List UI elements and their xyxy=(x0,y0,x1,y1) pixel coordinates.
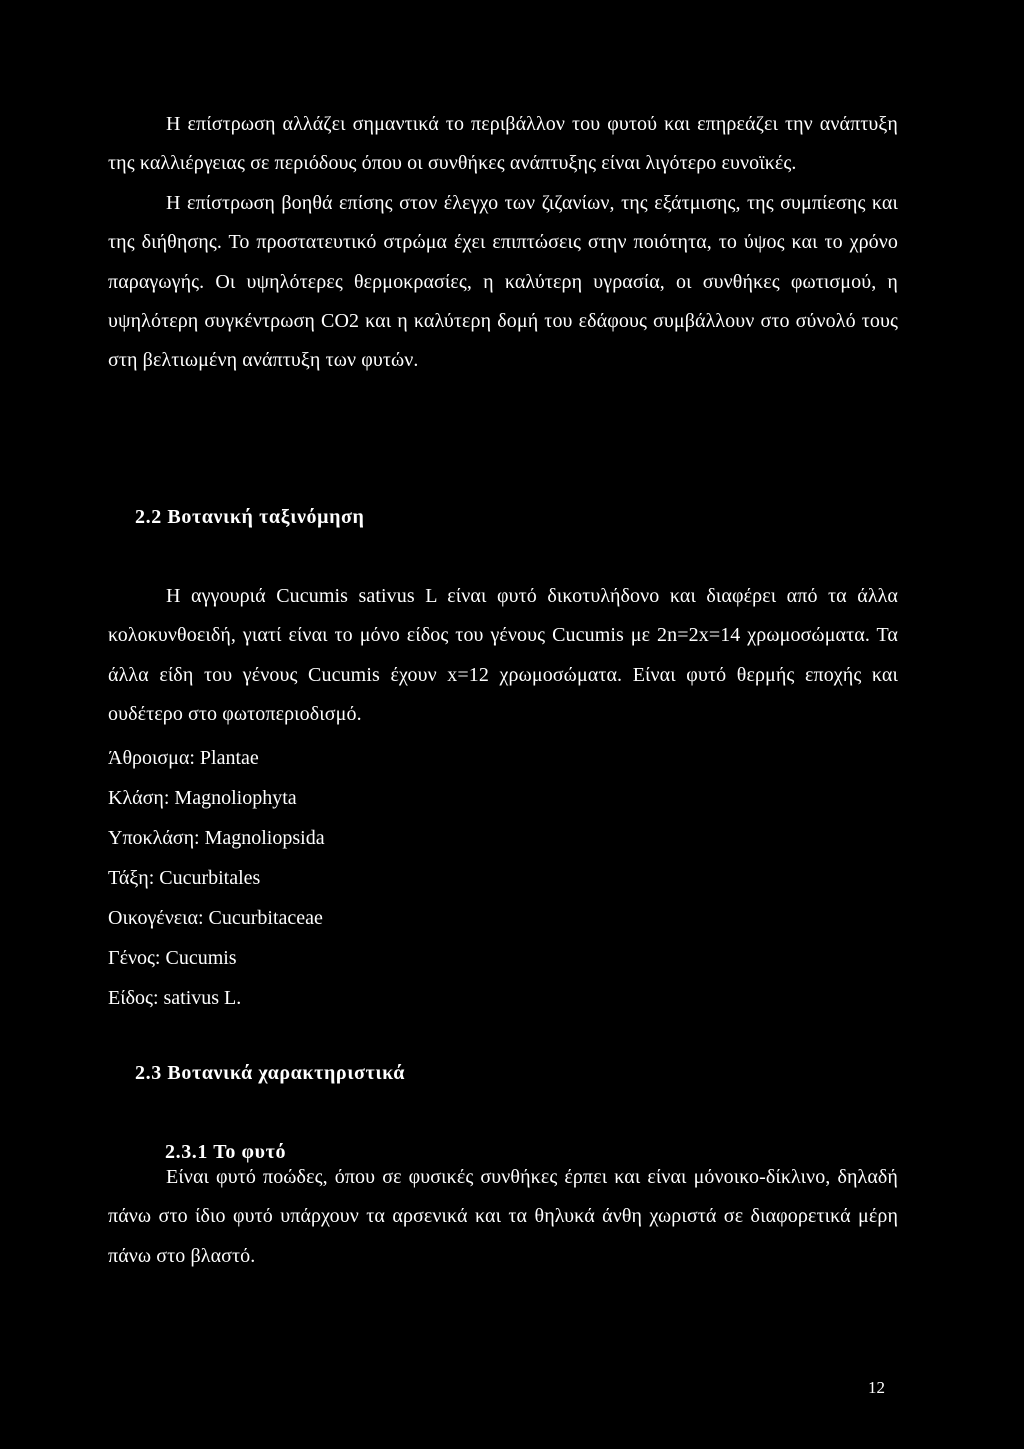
taxonomy-item-species: Είδος: sativus L. xyxy=(108,987,242,1009)
paragraph-mulching-intro: Η επίστρωση αλλάζει σημαντικά το περιβάλλον του φυτού και επηρεάζει την ανάπτυξη της καλλιέργειας σε περιόδους όπου οι συνθήκες ανάπτυξης είναι λιγότερο ευνοϊκές. xyxy=(108,113,898,175)
taxonomy-item-kingdom: Άθροισμα: Plantae xyxy=(108,747,259,769)
paragraph-plant-description: Είναι φυτό ποώδες, όπου σε φυσικές συνθήκες έρπει και είναι μόνοικο-δίκλινο, δηλαδή πάνω στο ίδιο φυτό υπάρχουν τα αρσενικά και τα θηλυκά άνθη χωριστά σε διαφορετικά μέρη πάνω στο βλαστό. xyxy=(108,1166,898,1267)
paragraph-mulching-effects xyxy=(108,105,898,381)
paragraph-mulching-details: Η επίστρωση βοηθά επίσης στον έλεγχο των ζιζανίων, της εξάτμισης, της συμπίεσης και της διήθησης. Το προστατευτικό στρώμα έχει επιπτώσεις στην ποιότητα, το ύψος και το χρόνο παραγωγής. Οι υψηλότερες θερμοκρασίες, η καλύτερη υγρασία, οι συνθήκες φωτισμού, η υψηλότερη συγκέντρωση CO2 και η καλύτερη δομή του εδάφους συμβάλλουν στο σύνολό τους στη βελτιωμένη ανάπτυξη των φυτών. xyxy=(108,191,898,372)
taxonomy-item-genus: Γένος: Cucumis xyxy=(108,947,237,969)
paragraph-classification: Η αγγουριά Cucumis sativus L είναι φυτό δικοτυλήδονο και διαφέρει από τα άλλα κολοκυνθοειδή, γιατί είναι το μόνο είδος του γένους Cucumis με 2n=2x=14 χρωμοσώματα. Τα άλλα είδη του γένους Cucumis έχουν x=12 χρωμοσώματα. Είναι φυτό θερμής εποχής και ουδέτερο στο φωτοπεριοδισμό. xyxy=(108,585,898,726)
taxonomy-item-subclass: Υποκλάση: Magnoliopsida xyxy=(108,827,325,849)
subsection-heading-the-plant: 2.3.1 Το φυτό xyxy=(165,1141,287,1163)
section-heading-botanical-characteristics: 2.3 Βοτανικά χαρακτηριστικά xyxy=(135,1062,406,1084)
taxonomy-item-order: Τάξη: Cucurbitales xyxy=(108,867,261,889)
taxonomy-item-family: Οικογένεια: Cucurbitaceae xyxy=(108,907,323,929)
taxonomy-item-class: Κλάση: Magnoliophyta xyxy=(108,787,297,809)
page-number: 12 xyxy=(868,1378,885,1397)
taxonomy-list xyxy=(108,738,325,1018)
section-heading-botanical-classification: 2.2 Βοτανική ταξινόμηση xyxy=(135,506,365,528)
